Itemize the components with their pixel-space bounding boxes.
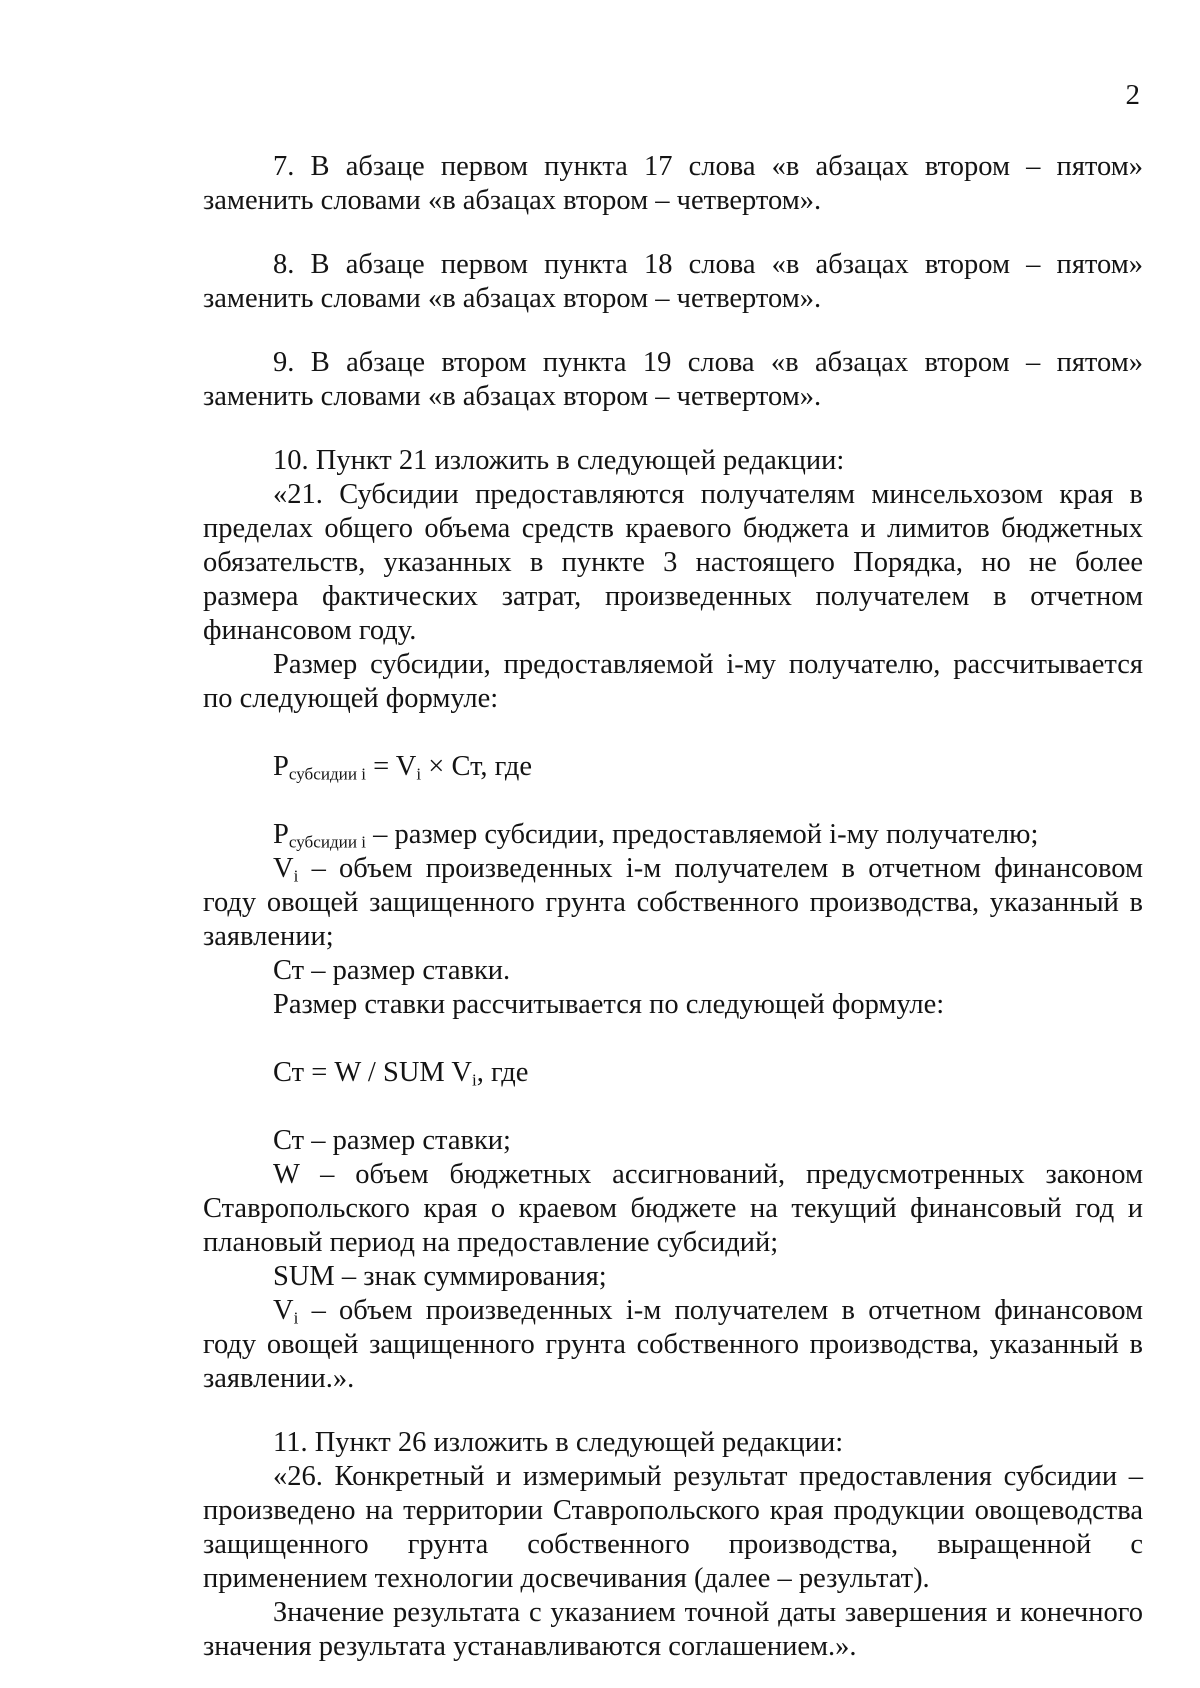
item-7: 7. В абзаце первом пункта 17 слова «в абзацах втором – пятом» заменить словами «в абзацах втором – четвертом». xyxy=(203,151,1143,216)
page-number: 2 xyxy=(1125,79,1140,111)
definition-v-1: $V_i$ – объем произведенных i-м получателем в отчетном финансовом году овощей защищенного грунта собственного производства, указанный в заявлении; xyxy=(203,853,1143,952)
item-11-heading: 11. Пункт 26 изложить в следующей редакции: xyxy=(273,1427,844,1458)
definition-w: W – объем бюджетных ассигнований, предусмотренных законом Ставропольского края о краевом бюджете на текущий финансовый год и плановый период на предоставление субсидий; xyxy=(203,1159,1143,1258)
item-10-paragraph-21: «21. Субсидии предоставляются получателям минсельхозом края в пределах общего объема средств краевого бюджета и лимитов бюджетных обязательств, указанных в пункте 3 настоящего Порядка, но не более размера фактических затрат, произведенных получателем в отчетном финансовом году. xyxy=(203,479,1143,646)
rate-formula: Ст = W / SUM $V_i$, где xyxy=(273,1057,529,1090)
item-10-heading: 10. Пункт 21 изложить в следующей редакции: xyxy=(273,445,845,476)
item-9: 9. В абзаце втором пункта 19 слова «в абзацах втором – пятом» заменить словами «в абзацах втором – четвертом». xyxy=(203,347,1143,412)
definition-v-2: $V_i$ – объем произведенных i-м получателем в отчетном финансовом году овощей защищенного грунта собственного производства, указанный в заявлении.». xyxy=(203,1295,1143,1394)
item-11-paragraph-26: «26. Конкретный и измеримый результат предоставления субсидии – произведено на территории Ставропольского края продукции овощеводства защищенного грунта собственного производства, выращенной с применением технологии досвечивания (далее – результат). xyxy=(203,1461,1143,1594)
result-value-paragraph: Значение результата с указанием точной даты завершения и конечного значения результата устанавливаются соглашением.». xyxy=(203,1597,1143,1662)
item-8: 8. В абзаце первом пункта 18 слова «в абзацах втором – пятом» заменить словами «в абзацах втором – четвертом». xyxy=(203,249,1143,314)
definition-sum: SUM – знак суммирования; xyxy=(273,1261,607,1292)
definition-ct-2: Ст – размер ставки; xyxy=(273,1125,511,1156)
document-body xyxy=(203,150,1143,1664)
subsidy-size-intro: Размер субсидии, предоставляемой i-му получателю, рассчитывается по следующей формуле: xyxy=(203,649,1143,714)
definition-ct-1: Ст – размер ставки. xyxy=(273,955,511,986)
definition-p-subsidy: $P_{субсидии i}$ – размер субсидии, предоставляемой i-му получателю; xyxy=(273,819,1039,852)
rate-intro: Размер ставки рассчитывается по следующей формуле: xyxy=(273,989,945,1020)
subsidy-formula: $P_{субсидии i} = V_i$ × Ст, где xyxy=(273,751,533,784)
